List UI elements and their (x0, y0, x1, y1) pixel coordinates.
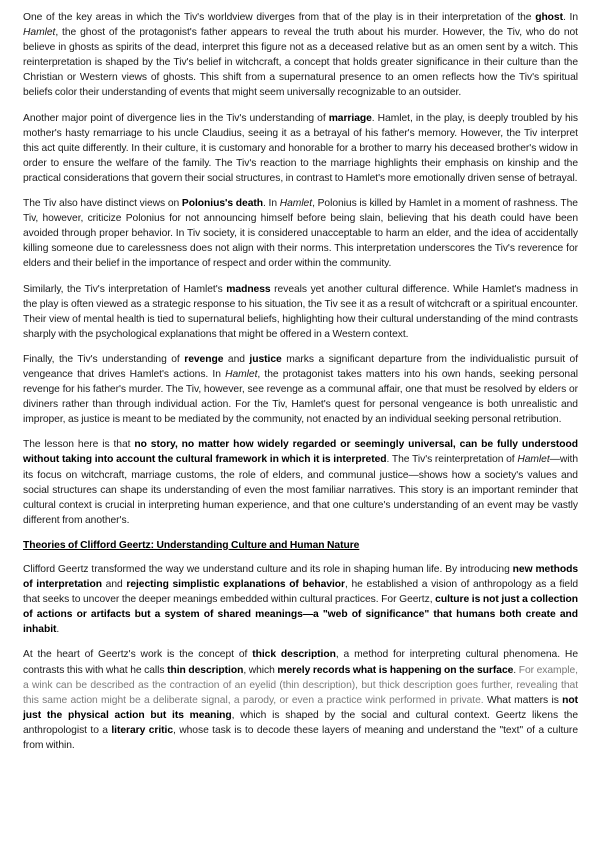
paragraph-lesson: The lesson here is that no story, no matter how widely regarded or seemingly universal, can be fully understood without taking into account the cultural framework in which it is interpreted. The Tiv's reinterpretation of Hamlet—with its focus on witchcraft, marriage customs, the role of elders, and communal justice—shows how a society's values and social structures can shape its understanding of even the most familiar narratives. This story is an important reminder that cultural context is crucial in interpreting human experience, and that one culture's understanding of an event may be vastly different from another's. (23, 439, 578, 526)
keyword-rejecting-simplistic: rejecting simplistic explanations of behavior (126, 579, 345, 591)
paragraph-geertz-intro: Clifford Geertz transformed the way we understand culture and its role in shaping human life. By introducing new methods of interpretation and rejecting simplistic explanations of behavior, he established a vision of anthropology as a field that seeks to uncover the deeper meanings embedded within cultural practices. For Geertz, culture is not just a collection of actions or artifacts but a system of shared meanings—a "web of significance" that humans both create and inhabit. (23, 564, 578, 636)
keyword-polonius-death: Polonius's death (181, 198, 263, 210)
paragraph-revenge: Finally, the Tiv's understanding of revenge and justice marks a significant departure from the individualistic pursuit of vengeance that drives Hamlet's actions. In Hamlet, the protagonist takes matters into his own hands, seeking personal revenge for his father's murder. The Tiv, however, see revenge as a communal affair, one that must be resolved by elders or diviners rather than through individual action. For the Tiv, Hamlet's quest for personal vengeance is both unrealistic and improper, as justice is meant to be mediated by the community, not enacted by an individual seeking personal retribution. (23, 353, 579, 426)
keyword-meaning: not just the physical action but its meaning (23, 694, 578, 721)
title-hamlet: Hamlet (225, 368, 258, 380)
keyword-surface: merely records what is happening on the surface (277, 664, 514, 676)
keyword-ghost: ghost (535, 12, 563, 23)
section-heading: Theories of Clifford Geertz: Understanding Culture and Human Nature (23, 539, 360, 551)
keyword-marriage: marriage (328, 112, 372, 124)
keyword-thick-description: thick description (252, 649, 336, 661)
keyword-literary-critic: literary critic (111, 724, 174, 736)
paragraph-ghost: One of the key areas in which the Tiv's worldview diverges from that of the play is in their interpretation of the ghost. In Hamlet, the ghost of the protagonist's father appears to reveal the truth about his murder. However, the Tiv, who do not believe in ghosts as spirits of the dead, interpret this figure not as a deceased relative but as an omen sent by a witch. This reinterpretation is shaped by the Tiv's belief in witchcraft, a concept that holds greater significance in their culture than the Christian or Western views of ghosts. This shift from a supernatural presence to an omen reflects how the Tiv's spiritual beliefs color their understanding of events that might seem universally recognizable to an outsider. (23, 12, 578, 99)
keyword-new-methods: new methods of interpretation (23, 564, 578, 591)
title-hamlet: Hamlet (517, 454, 550, 466)
paragraph-thick-description: At the heart of Geertz's work is the concept of thick description, a method for interpreting cultural phenomena. He contrasts this with what he calls thin description, which merely records what is happening on the surface. For example, a wink can be described as the contraction of an eyelid (thin description), but thick description goes further, revealing that this same action might be a deliberate signal, a parody, or even a practice wink performed in private. What matters is not just the physical action but its meaning, which is shaped by the social and cultural context. Geertz likens the anthropologist to a literary critic, whose task is to decode these layers of meaning and understand the "text" of a culture from within. (23, 649, 578, 752)
title-hamlet: Hamlet (23, 27, 56, 39)
keyword-madness: madness (226, 283, 271, 295)
wink-example: For example, a wink can be described as the contraction of an eyelid (thin description), but thick description goes further, revealing that this same action might be a deliberate signal, a parody, or even a practice wink performed in private. (23, 664, 578, 706)
title-hamlet: Hamlet (279, 198, 313, 210)
paragraph-polonius: The Tiv also have distinct views on Polonius's death. In Hamlet, Polonius is killed by Hamlet in a moment of rashness. The Tiv, however, criticize Polonius for not announcing himself before being slain, believing that his death could have been avoided through proper behavior. In Tiv society, it is considered unacceptable to harm an elder, and the idea of accidentally killing someone due to carelessness does not align with their norms. This interpretation underscores the Tiv's reverence for elders and their belief in the importance of respect and order within the community. (23, 198, 578, 270)
paragraph-madness: Similarly, the Tiv's interpretation of Hamlet's madness reveals yet another cultural difference. While Hamlet's madness in the play is often viewed as a strategic response to his situation, the Tiv see it as a result of witchcraft or a spiritual encounter. Their view of mental health is tied to supernatural beliefs, highlighting how their cultural understanding of the mind contrasts sharply with the psychological explanations that might be offered in a Western context. (23, 283, 578, 340)
keyword-justice: justice (249, 353, 282, 365)
paragraph-marriage: Another major point of divergence lies in the Tiv's understanding of marriage. Hamlet, in the play, is deeply troubled by his mother's hasty remarriage to his uncle Claudius, seeing it as a betrayal of his father's memory. However, the Tiv interpret this act quite differently. In their culture, it is customary and honorable for a brother to marry his deceased brother's widow in order to ensure the welfare of the family. The Tiv's reaction to the marriage highlights their emphasis on kinship and the practical considerations that govern their social structures, in contrast to Hamlet's more emotionally driven sense of betrayal. (23, 112, 578, 184)
keyword-revenge: revenge (184, 353, 224, 365)
lesson-statement: no story, no matter how widely regarded or seemingly universal, can be fully understood without taking into account the cultural framework in which it is interpreted (23, 439, 578, 466)
keyword-culture-definition: culture is not just a collection of actions or artifacts but a system of shared meanings—a "web of significance" that humans both create and inhabit (23, 594, 578, 636)
keyword-thin-description: thin description (167, 664, 244, 676)
